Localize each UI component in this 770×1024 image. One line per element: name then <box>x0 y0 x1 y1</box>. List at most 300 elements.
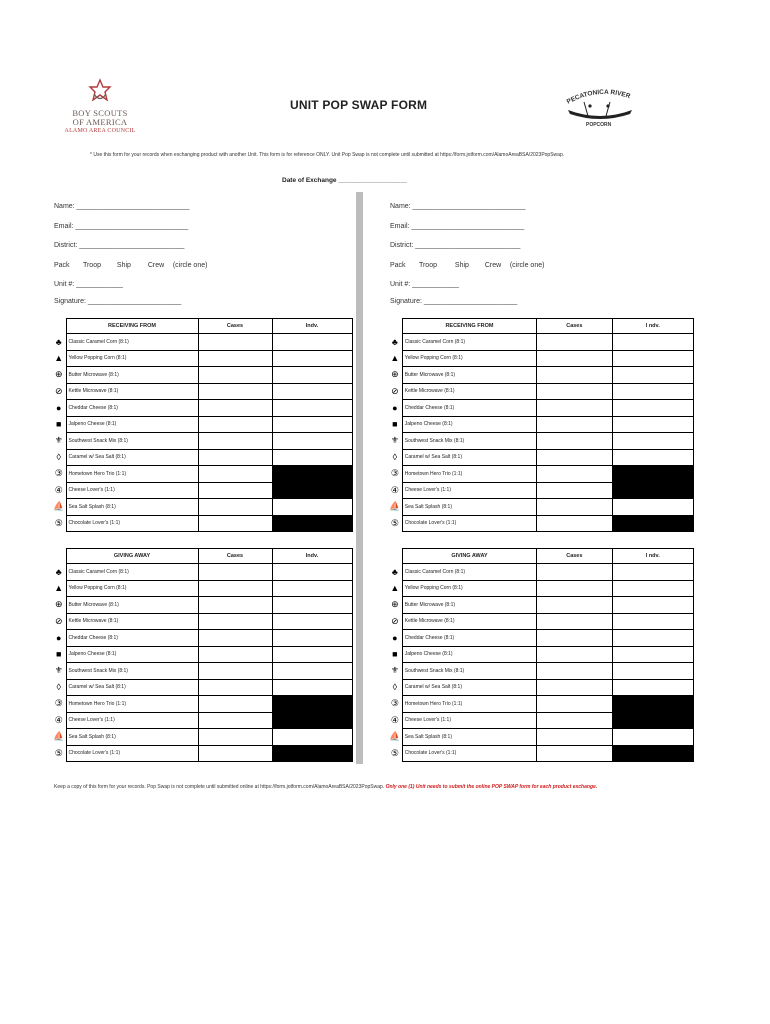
indv-cell[interactable] <box>612 499 694 516</box>
indv-cell[interactable] <box>272 416 352 433</box>
triangle-icon: ▲ <box>390 583 400 594</box>
indv-cell-disabled <box>272 466 352 483</box>
section-header: RECEIVING FROM <box>66 319 198 334</box>
cases-cell[interactable] <box>537 400 612 417</box>
circle-check-icon: ⊘ <box>391 615 399 626</box>
diamond-outline-icon: ◊ <box>392 452 398 463</box>
product-name: Hometown Hero Trio (1:1) <box>66 696 198 713</box>
right-name-field[interactable]: Name: _____________________________ <box>390 203 526 210</box>
cases-cell[interactable] <box>198 663 272 680</box>
indv-cell[interactable] <box>272 449 352 466</box>
indv-cell[interactable] <box>272 679 352 696</box>
table-row <box>388 696 694 713</box>
circled-five-icon: ⑤ <box>54 747 63 758</box>
left-email-field[interactable]: Email: _____________________________ <box>54 223 189 230</box>
cases-cell[interactable] <box>198 466 272 483</box>
section-header: GIVING AWAY <box>66 549 198 564</box>
product-name: Kettle Microwave (8:1) <box>66 613 198 630</box>
table-row <box>388 433 694 450</box>
product-name: Cheese Lover's (1:1) <box>66 712 198 729</box>
bsa-line2: OF AMERICA <box>72 117 128 127</box>
cases-cell[interactable] <box>537 466 612 483</box>
indv-cell-disabled <box>272 515 352 532</box>
table-row <box>52 367 352 384</box>
product-name: Southwest Snack Mix (8:1) <box>66 663 198 680</box>
indv-cell[interactable] <box>272 499 352 516</box>
cases-cell[interactable] <box>198 679 272 696</box>
center-divider <box>356 192 363 764</box>
page-title: UNIT POP SWAP FORM <box>290 98 428 112</box>
boat-icon: ⛵ <box>389 731 401 742</box>
cases-cell[interactable] <box>537 564 612 581</box>
table-header-row <box>52 319 352 334</box>
cases-cell[interactable] <box>537 416 612 433</box>
product-name: Butter Microwave (8:1) <box>66 597 198 614</box>
indv-cell[interactable] <box>612 383 694 400</box>
indv-cell-disabled <box>272 712 352 729</box>
indv-header: Indv. <box>272 549 352 564</box>
product-name: Sea Salt Splash (8:1) <box>66 729 198 746</box>
svg-text:PECATONICA RIVER <box>566 89 632 106</box>
cases-cell[interactable] <box>198 334 272 351</box>
circle-plus-icon: ⊕ <box>391 599 399 610</box>
cases-header: Cases <box>537 549 612 564</box>
cases-cell[interactable] <box>537 482 612 499</box>
cases-cell[interactable] <box>537 449 612 466</box>
right-ship-option[interactable]: Ship <box>454 262 469 269</box>
indv-cell[interactable] <box>272 729 352 746</box>
table-header-row <box>388 319 694 334</box>
cases-cell[interactable] <box>537 729 612 746</box>
table-row <box>52 679 352 696</box>
receiving-table-right <box>388 318 694 532</box>
product-name: Yellow Popping Corn (8:1) <box>402 580 536 597</box>
product-name: Butter Microwave (8:1) <box>402 597 536 614</box>
product-name: Butter Microwave (8:1) <box>66 367 198 384</box>
product-name: Yellow Popping Corn (8:1) <box>66 350 198 367</box>
indv-cell-disabled <box>612 482 694 499</box>
right-district-field[interactable]: District: ___________________________ <box>390 242 521 249</box>
table-row <box>52 663 352 680</box>
filled-circle-icon: ● <box>392 632 398 643</box>
indv-cell[interactable] <box>612 729 694 746</box>
header-spacer <box>52 319 66 334</box>
product-name: Kettle Microwave (8:1) <box>66 383 198 400</box>
table-row <box>388 745 694 762</box>
cases-cell[interactable] <box>537 383 612 400</box>
cases-cell[interactable] <box>537 745 612 762</box>
bsa-logo <box>64 78 136 140</box>
filled-square-icon: ■ <box>56 649 62 660</box>
table-row <box>388 367 694 384</box>
pecatonica-arc-text: PECATONICA RIVER <box>565 88 632 106</box>
indv-cell[interactable] <box>272 433 352 450</box>
table-row <box>52 729 352 746</box>
product-name: Kettle Microwave (8:1) <box>402 383 536 400</box>
indv-cell[interactable] <box>612 646 694 663</box>
table-row <box>388 416 694 433</box>
cases-cell[interactable] <box>198 482 272 499</box>
table-row <box>388 334 694 351</box>
cases-cell[interactable] <box>198 745 272 762</box>
indv-cell[interactable] <box>612 449 694 466</box>
table-row <box>52 597 352 614</box>
cases-cell[interactable] <box>537 350 612 367</box>
product-name: Yellow Popping Corn (8:1) <box>402 350 536 367</box>
table-row <box>388 515 694 532</box>
circle-plus-icon: ⊕ <box>54 369 63 380</box>
indv-cell[interactable] <box>272 350 352 367</box>
giving-table-left <box>52 548 353 762</box>
filled-square-icon: ■ <box>56 419 62 430</box>
fleur-de-lis-icon: ⚜ <box>390 435 399 446</box>
cases-cell[interactable] <box>198 597 272 614</box>
cases-cell[interactable] <box>198 433 272 450</box>
indv-cell[interactable] <box>612 350 694 367</box>
left-circle-note: (circle one) <box>172 262 208 269</box>
cases-cell[interactable] <box>198 499 272 516</box>
indv-cell[interactable] <box>272 663 352 680</box>
cases-cell[interactable] <box>537 663 612 680</box>
indv-cell[interactable] <box>272 367 352 384</box>
left-unit-number-field[interactable]: Unit #: ____________ <box>54 281 123 288</box>
circle-plus-icon: ⊕ <box>391 369 399 380</box>
diamond-outline-icon: ◊ <box>56 452 61 463</box>
pecatonica-sub: POPCORN <box>586 122 612 128</box>
date-of-exchange-field[interactable]: Date of Exchange ___________________ <box>282 177 408 184</box>
cases-header: Cases <box>537 319 612 334</box>
right-unit-type <box>390 262 544 269</box>
product-name: Chocolate Lover's (1:1) <box>66 745 198 762</box>
cases-cell[interactable] <box>198 350 272 367</box>
cases-header: Cases <box>198 319 272 334</box>
cases-header: Cases <box>198 549 272 564</box>
fleur-de-lis-icon: ⚜ <box>54 435 63 446</box>
product-name: Jalpeno Cheese (8:1) <box>402 416 536 433</box>
filled-square-icon: ■ <box>392 649 398 660</box>
header-spacer <box>52 549 66 564</box>
fleur-de-lis-icon: ⚜ <box>54 665 63 676</box>
table-row <box>52 416 352 433</box>
indv-header: I ndv. <box>612 319 694 334</box>
table-row <box>52 515 352 532</box>
left-pack-option[interactable]: Pack <box>54 262 70 269</box>
table-header-row <box>388 549 694 564</box>
product-name: Caramel w/ Sea Salt (8:1) <box>66 449 198 466</box>
circled-four-icon: ④ <box>390 714 399 725</box>
cases-cell[interactable] <box>198 416 272 433</box>
pecatonica-logo <box>560 86 640 132</box>
indv-cell[interactable] <box>272 646 352 663</box>
cases-cell[interactable] <box>537 613 612 630</box>
product-name: Southwest Snack Mix (8:1) <box>66 433 198 450</box>
product-name: Cheddar Cheese (8:1) <box>402 630 536 647</box>
table-row <box>52 433 352 450</box>
product-name: Cheese Lover's (1:1) <box>66 482 198 499</box>
tree-icon: ♣ <box>55 566 62 577</box>
table-row <box>52 400 352 417</box>
circled-five-icon: ⑤ <box>390 747 399 758</box>
table-row <box>388 597 694 614</box>
cases-cell[interactable] <box>198 367 272 384</box>
table-row <box>388 466 694 483</box>
table-row <box>52 580 352 597</box>
indv-cell-disabled <box>612 696 694 713</box>
product-name: Chocolate Lover's (1:1) <box>66 515 198 532</box>
indv-header: Indv. <box>272 319 352 334</box>
table-row <box>388 712 694 729</box>
indv-cell-disabled <box>612 466 694 483</box>
right-signature-field[interactable]: Signature: ________________________ <box>390 298 518 305</box>
product-name: Caramel w/ Sea Salt (8:1) <box>66 679 198 696</box>
receiving-table-left <box>52 318 353 532</box>
table-row <box>52 466 352 483</box>
tree-icon: ♣ <box>391 336 398 347</box>
table-row <box>388 383 694 400</box>
table-row <box>388 679 694 696</box>
indv-cell[interactable] <box>272 564 352 581</box>
fleur-de-lis-icon: ⚜ <box>390 665 399 676</box>
table-row <box>52 646 352 663</box>
cases-cell[interactable] <box>198 564 272 581</box>
product-name: Classic Caramel Corn (8:1) <box>402 564 536 581</box>
product-name: Kettle Microwave (8:1) <box>402 613 536 630</box>
indv-cell[interactable] <box>272 630 352 647</box>
product-name: Sea Salt Splash (8:1) <box>66 499 198 516</box>
product-name: Classic Caramel Corn (8:1) <box>66 334 198 351</box>
indv-cell[interactable] <box>612 613 694 630</box>
table-row <box>388 350 694 367</box>
indv-cell[interactable] <box>612 564 694 581</box>
circle-plus-icon: ⊕ <box>54 599 63 610</box>
table-row <box>388 499 694 516</box>
indv-cell[interactable] <box>612 334 694 351</box>
cases-cell[interactable] <box>198 580 272 597</box>
table-row <box>52 613 352 630</box>
table-row <box>52 334 352 351</box>
cases-cell[interactable] <box>537 580 612 597</box>
cases-cell[interactable] <box>537 597 612 614</box>
left-troop-option[interactable]: Troop <box>82 262 101 269</box>
footer-note <box>54 784 597 790</box>
indv-cell-disabled <box>612 745 694 762</box>
table-row <box>52 499 352 516</box>
indv-cell[interactable] <box>272 383 352 400</box>
product-name: Cheese Lover's (1:1) <box>402 482 536 499</box>
product-name: Jalpeno Cheese (8:1) <box>66 646 198 663</box>
product-name: Hometown Hero Trio (1:1) <box>402 466 536 483</box>
product-name: Sea Salt Splash (8:1) <box>402 729 536 746</box>
indv-cell[interactable] <box>272 334 352 351</box>
indv-cell-disabled <box>272 696 352 713</box>
section-header: GIVING AWAY <box>402 549 536 564</box>
table-header-row <box>52 549 352 564</box>
indv-cell-disabled <box>612 515 694 532</box>
cases-cell[interactable] <box>537 712 612 729</box>
cases-cell[interactable] <box>198 449 272 466</box>
tree-icon: ♣ <box>391 566 398 577</box>
right-crew-option[interactable]: Crew <box>484 262 502 269</box>
circle-check-icon: ⊘ <box>54 385 63 396</box>
table-row <box>388 646 694 663</box>
indv-cell[interactable] <box>612 597 694 614</box>
cases-cell[interactable] <box>537 499 612 516</box>
cases-cell[interactable] <box>198 383 272 400</box>
circled-three-icon: ③ <box>54 468 63 479</box>
product-name: Caramel w/ Sea Salt (8:1) <box>402 449 536 466</box>
triangle-icon: ▲ <box>54 583 64 594</box>
right-pack-option[interactable]: Pack <box>390 262 406 269</box>
cases-cell[interactable] <box>537 515 612 532</box>
bsa-council: ALAMO AREA COUNCIL <box>64 128 136 134</box>
product-name: Butter Microwave (8:1) <box>402 367 536 384</box>
circled-four-icon: ④ <box>390 484 399 495</box>
left-ship-option[interactable]: Ship <box>116 262 131 269</box>
table-row <box>388 663 694 680</box>
left-name-field[interactable]: Name: _____________________________ <box>54 203 190 210</box>
indv-cell[interactable] <box>612 580 694 597</box>
tree-icon: ♣ <box>55 336 62 347</box>
product-name: Chocolate Lover's (1:1) <box>402 745 536 762</box>
indv-cell[interactable] <box>612 663 694 680</box>
product-name: Classic Caramel Corn (8:1) <box>402 334 536 351</box>
boat-icon: ⛵ <box>53 501 65 512</box>
product-name: Jalpeno Cheese (8:1) <box>402 646 536 663</box>
indv-cell[interactable] <box>612 400 694 417</box>
table-row <box>52 564 352 581</box>
cases-cell[interactable] <box>537 630 612 647</box>
footer-warning: Only one (1) Unit needs to submit the online POP SWAP form for each product exchange. <box>385 784 598 790</box>
table-row <box>388 564 694 581</box>
right-unit-number-field[interactable]: Unit #: ____________ <box>390 281 459 288</box>
circled-five-icon: ⑤ <box>54 517 63 528</box>
circled-three-icon: ③ <box>390 698 399 709</box>
circle-check-icon: ⊘ <box>391 385 399 396</box>
cases-cell[interactable] <box>198 712 272 729</box>
cases-cell[interactable] <box>198 515 272 532</box>
cases-cell[interactable] <box>537 646 612 663</box>
circled-four-icon: ④ <box>54 714 63 725</box>
circle-check-icon: ⊘ <box>54 615 63 626</box>
product-name: Southwest Snack Mix (8:1) <box>402 433 536 450</box>
cases-cell[interactable] <box>198 729 272 746</box>
left-unit-type <box>54 262 207 269</box>
giving-table-right <box>388 548 694 762</box>
product-name: Caramel w/ Sea Salt (8:1) <box>402 679 536 696</box>
circled-five-icon: ⑤ <box>390 517 399 528</box>
table-row <box>52 745 352 762</box>
circled-three-icon: ③ <box>54 698 63 709</box>
section-header: RECEIVING FROM <box>402 319 536 334</box>
diamond-outline-icon: ◊ <box>56 682 61 693</box>
table-row <box>388 580 694 597</box>
indv-cell[interactable] <box>272 613 352 630</box>
indv-cell[interactable] <box>612 679 694 696</box>
boat-icon: ⛵ <box>389 501 401 512</box>
left-crew-option[interactable]: Crew <box>147 262 165 269</box>
circled-three-icon: ③ <box>390 468 399 479</box>
indv-cell[interactable] <box>272 597 352 614</box>
right-troop-option[interactable]: Troop <box>418 262 437 269</box>
indv-cell-disabled <box>612 712 694 729</box>
indv-cell[interactable] <box>612 630 694 647</box>
boat-icon: ⛵ <box>53 731 65 742</box>
diamond-outline-icon: ◊ <box>392 682 398 693</box>
table-row <box>388 449 694 466</box>
product-name: Cheddar Cheese (8:1) <box>66 630 198 647</box>
indv-cell-disabled <box>272 482 352 499</box>
cases-cell[interactable] <box>537 679 612 696</box>
product-name: Hometown Hero Trio (1:1) <box>402 696 536 713</box>
product-name: Classic Caramel Corn (8:1) <box>66 564 198 581</box>
triangle-icon: ▲ <box>390 353 400 364</box>
table-row <box>52 712 352 729</box>
indv-cell[interactable] <box>612 433 694 450</box>
table-row <box>52 696 352 713</box>
cases-cell[interactable] <box>537 334 612 351</box>
table-row <box>52 449 352 466</box>
indv-cell-disabled <box>272 745 352 762</box>
bsa-emblem-icon <box>86 78 114 104</box>
instruction-text: * Use this form for your records when exchanging product with another Unit. This form is for reference ONLY. Unit Pop Swap is not complete until submitted at https://form.jotform.com/AlamoAreaBSA/2023PopSwap. <box>90 152 565 158</box>
cases-cell[interactable] <box>537 433 612 450</box>
indv-cell[interactable] <box>612 367 694 384</box>
cases-cell[interactable] <box>198 613 272 630</box>
triangle-icon: ▲ <box>54 353 64 364</box>
table-row <box>388 729 694 746</box>
circled-four-icon: ④ <box>54 484 63 495</box>
indv-header: I ndv. <box>612 549 694 564</box>
filled-square-icon: ■ <box>392 419 398 430</box>
cases-cell[interactable] <box>537 367 612 384</box>
product-name: Chocolate Lover's (1:1) <box>402 515 536 532</box>
header-spacer <box>388 549 402 564</box>
product-name: Southwest Snack Mix (8:1) <box>402 663 536 680</box>
table-row <box>388 630 694 647</box>
product-name: Cheddar Cheese (8:1) <box>66 400 198 417</box>
bsa-line1: BOY SCOUTS <box>72 108 128 118</box>
cases-cell[interactable] <box>198 646 272 663</box>
table-row <box>52 350 352 367</box>
filled-circle-icon: ● <box>56 402 62 413</box>
left-signature-field[interactable]: Signature: ________________________ <box>54 298 182 305</box>
left-district-field[interactable]: District: ___________________________ <box>54 242 185 249</box>
cases-cell[interactable] <box>198 696 272 713</box>
filled-circle-icon: ● <box>56 632 62 643</box>
table-row <box>388 613 694 630</box>
table-row <box>52 630 352 647</box>
cases-cell[interactable] <box>198 400 272 417</box>
right-email-field[interactable]: Email: _____________________________ <box>390 223 525 230</box>
product-name: Hometown Hero Trio (1:1) <box>66 466 198 483</box>
cases-cell[interactable] <box>198 630 272 647</box>
header-spacer <box>388 319 402 334</box>
indv-cell[interactable] <box>612 416 694 433</box>
table-row <box>52 482 352 499</box>
filled-circle-icon: ● <box>392 402 398 413</box>
cases-cell[interactable] <box>537 696 612 713</box>
product-name: Cheddar Cheese (8:1) <box>402 400 536 417</box>
indv-cell[interactable] <box>272 400 352 417</box>
table-row <box>388 482 694 499</box>
table-row <box>388 400 694 417</box>
indv-cell[interactable] <box>272 580 352 597</box>
product-name: Cheese Lover's (1:1) <box>402 712 536 729</box>
right-circle-note: (circle one) <box>509 262 545 269</box>
product-name: Sea Salt Splash (8:1) <box>402 499 536 516</box>
table-row <box>52 383 352 400</box>
footer-text: Keep a copy of this form for your records. Pop Swap is not complete until submitted online at https://form.jotform.com/AlamoAreaBSA/2023PopSwap. <box>54 784 385 790</box>
